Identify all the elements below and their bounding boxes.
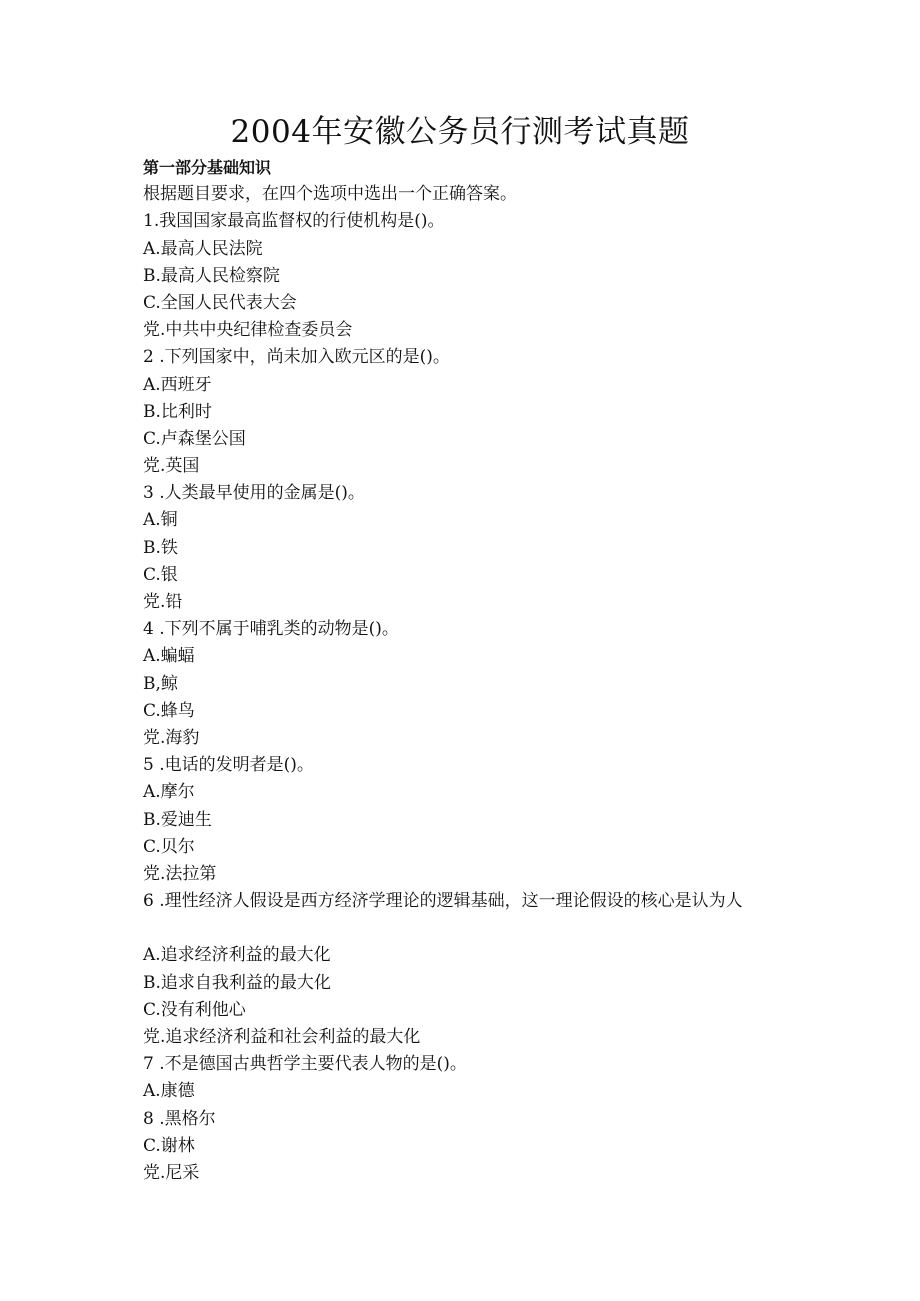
question-option: B.追求自我利益的最大化 (143, 972, 331, 993)
question-stem: 6 .理性经济人假设是西方经济学理论的逻辑基础，这一理论假设的核心是认为人 (143, 891, 743, 912)
question-option: C.银 (143, 564, 178, 585)
section-heading: 第一部分基础知识 (143, 158, 272, 177)
question-option: 党.尼采 (143, 1162, 200, 1183)
question-option: 党.铅 (143, 592, 183, 612)
question-stem: 3 .人类最早使用的金属是()。 (143, 483, 365, 504)
instructions: 根据题目要求，在四个选项中选出一个正确答案。 (143, 184, 517, 205)
question-option: 党.追求经济利益和社会利益的最大化 (143, 1027, 421, 1047)
question-option: C.全国人民代表大会 (143, 292, 297, 313)
question-option: A.最高人民法院 (143, 238, 263, 259)
document-body (143, 154, 823, 1187)
question-option: C.谢林 (143, 1135, 195, 1156)
blank-line (143, 915, 823, 942)
question-stem: 4 .下列不属于哺乳类的动物是()。 (143, 619, 399, 640)
question-option: C.卢森堡公国 (143, 428, 246, 449)
question-option: C.蜂鸟 (143, 700, 195, 721)
question-option: A.追求经济利益的最大化 (143, 945, 331, 966)
question-option: 党.英国 (143, 456, 200, 477)
question-stem: 2 .下列国家中，尚未加入欧元区的是()。 (143, 347, 450, 368)
question-stem: 5 .电话的发明者是()。 (143, 755, 314, 776)
question-option: 8 .黑格尔 (143, 1108, 216, 1129)
question-option: A.康德 (143, 1081, 195, 1102)
question-option: A.铜 (143, 510, 178, 531)
question-option: 党.法拉第 (143, 863, 217, 884)
question-option: A.蝙蝠 (143, 646, 195, 667)
question-option: B.比利时 (143, 401, 212, 422)
question-option: B,鲸 (143, 673, 178, 694)
question-option: C.贝尔 (143, 836, 195, 857)
question-option: A.摩尔 (143, 782, 195, 803)
question-option: C.没有利他心 (143, 999, 246, 1020)
question-option: B.爱迪生 (143, 809, 212, 830)
question-stem: 7 .不是德国古典哲学主要代表人物的是()。 (143, 1054, 467, 1075)
question-option: 党.海豹 (143, 727, 200, 748)
question-option: B.最高人民检察院 (143, 265, 280, 286)
question-option: A.西班牙 (143, 374, 212, 395)
question-option: 党.中共中央纪律检查委员会 (143, 320, 353, 341)
question-option: B.铁 (143, 537, 178, 558)
document-title: 2004年安徽公务员行测考试真题 (230, 114, 690, 150)
question-stem: 1.我国国家最高监督权的行使机构是()。 (143, 211, 445, 232)
